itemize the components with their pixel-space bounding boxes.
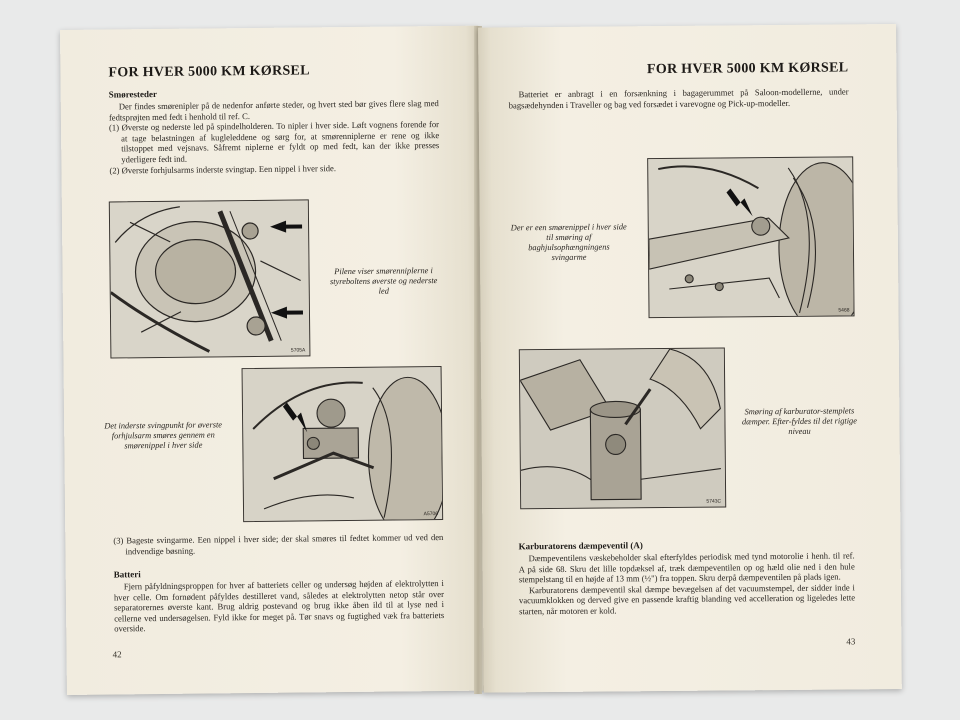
section-title-lubrication: Smøresteder [108, 88, 158, 100]
lubrication-text [109, 98, 440, 176]
page-number-right: 43 [846, 636, 856, 647]
intro-paragraph: Batteriet er anbragt i en forsænkning i bagagerummet på Saloon-modellerne, under bagsædehynden i Traveller og bag ved forsædet i varevogne og Pick-up-modeller. [508, 86, 849, 110]
battery-location-text [509, 86, 849, 110]
carburetor-text [519, 550, 856, 616]
figure-rear-suspension [647, 156, 854, 318]
section-title-carburetor: Karburatorens dæmpeventil (A) [518, 540, 643, 552]
page-heading: FOR HVER 5000 KM KØRSEL [646, 60, 849, 78]
figure-suspension-drawing [648, 157, 853, 317]
page-number-left: 42 [112, 649, 122, 660]
figure-code: 5468 [838, 307, 850, 314]
figure-carburetor-drawing [520, 349, 725, 509]
intro-paragraph: Der findes smørenipler på de nedenfor anførte steder, og hvert sted bør gives flere slag med fedtsprøjten med fedt i henhold til ref. C. [108, 98, 439, 123]
right-page [478, 24, 902, 693]
carburetor-paragraph-1: Dæmpeventilens væskebeholder skal efterfyldes periodisk med tynd motorolie i henh. til ref. A på side 68. Skru det lille topdæksel af, træk dæmpeventilen op og hæld olie ned i den hule stempelstang til en højde af 13 mm (½") fra toppen. Skru derpå dæmpeventilen på plads igen. [518, 550, 855, 585]
item-2: (2) Øverste forhjulsarms inderste svingtap. Een nippel i hver side. [109, 162, 336, 176]
item-3-block [113, 532, 443, 557]
section-title-battery: Batteri [113, 569, 141, 580]
page-heading: FOR HVER 5000 KM KØRSEL [108, 63, 310, 81]
item-3: (3) Bageste svingarme. Een nippel i hver side; der skal smøres til fedtet kommer ud ved den indvendige bøsning. [113, 532, 444, 556]
figure-code: A5706 [423, 511, 439, 518]
figure-code: 5743C [706, 498, 722, 505]
figure-4-caption: Smøring af karburator-stemplets dæmper. Efter-fyldes til det rigtige niveau [741, 406, 857, 436]
figure-2-caption: Det inderste svingpunkt for øverste forhjulsarm smøres gennem en smørenippel i hver side [104, 420, 223, 451]
battery-text [114, 578, 445, 634]
figure-steering-drawing [110, 200, 310, 357]
figure-carburetor-damper [519, 348, 726, 510]
figure-steering-nipples [109, 199, 311, 358]
left-page [60, 26, 485, 695]
figure-pivot-drawing [243, 367, 443, 521]
item-1: (1) Øverste og nederste led på spindelholderen. To nipler i hver side. Løft vognens forende for at tage belastningen af kugleleddene og sørg for, at smørenniplerne er rene og ikke tilstoppet med vejsnavs. Såfremt niplerne er fyldt op med fedt, kan der ikke presses yderligere fedt ind. [108, 119, 440, 165]
carburetor-paragraph-2: Karburatorens dæmpeventil skal dæmpe bevægelsen af det vacuumstempel, der sidder inde i vacuumklokken og derved give en passende kraftig blanding ved accelleration og ligeledes lette starten, når motoren er kold. [518, 582, 856, 617]
figure-3-caption: Der er een smørenippel i hver side til smøring af baghjulsophængningens svingarme [510, 222, 627, 263]
figure-1-caption: Pilene viser smørenniplerne i styreboltens øverste og nederste led [329, 266, 438, 296]
figure-code: 5705A [290, 347, 306, 354]
figure-upper-arm-pivot [242, 366, 444, 522]
battery-paragraph: Fjern påfyldningsproppen for hver af batteriets celler og undersøg højden af elektrolytten i hver celle. Om fornødent påfyldes destilleret vand, således at elektrolytten netop står over separatorernes øverste kant. Brug aldrig postevand og brug ikke åben ild til at lyse ned i cellerne ved undersøgelsen. Fyld ikke for meget på. Tør snavs og fugtighed væk fra batteriets overside. [113, 578, 445, 634]
